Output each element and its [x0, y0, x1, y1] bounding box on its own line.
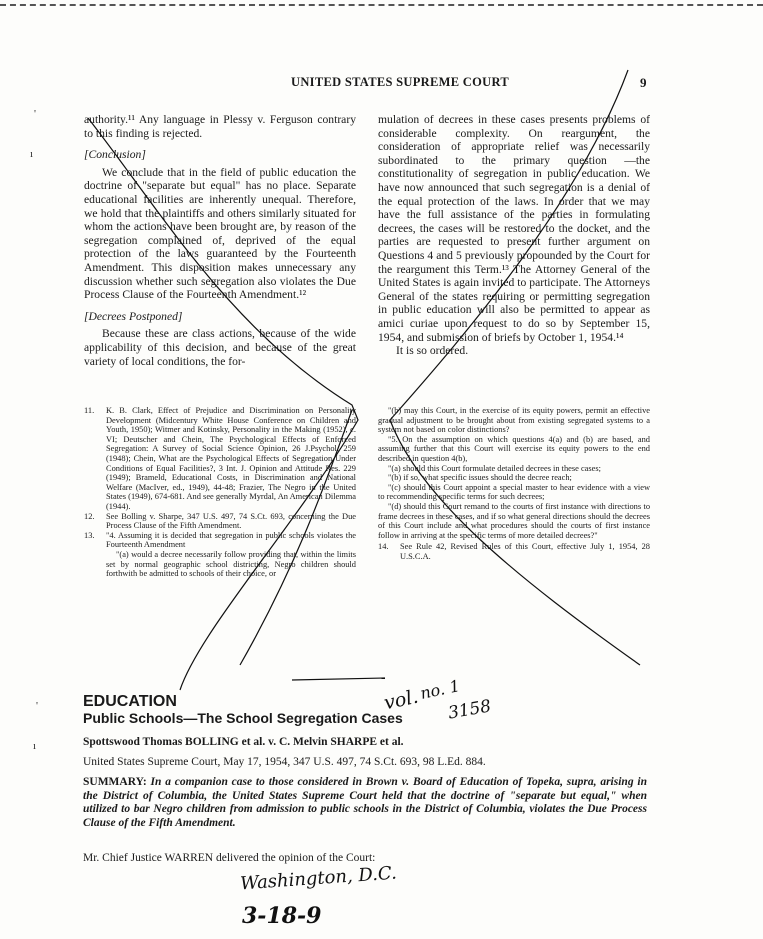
- handwritten-no: no. 1: [418, 676, 462, 703]
- footnotes-left: [84, 406, 356, 579]
- left-column: [84, 113, 356, 368]
- heading-conclusion: [Conclusion]: [84, 148, 146, 162]
- margin-mark: ı: [30, 148, 34, 160]
- footnote-number: 12.: [84, 511, 95, 521]
- education-subheading: Public Schools—The School Segregation Cases: [83, 710, 403, 726]
- footnote-13-lead: "4. Assuming it is decided that segregation in public schools violates the Fourteenth Amendment: [106, 530, 356, 550]
- opinion-delivered-line: Mr. Chief Justice WARREN delivered the opinion of the Court:: [83, 852, 376, 864]
- right-paragraph-2: It is so ordered.: [396, 344, 469, 358]
- case-parties: Spottswood Thomas BOLLING et al. v. C. Melvin SHARPE et al.: [83, 736, 404, 748]
- education-heading: EDUCATION: [83, 693, 177, 710]
- footnote-13-5c: "(c) should this Court appoint a special master to hear evidence with a view to recommending specific terms for such decrees;: [378, 482, 650, 502]
- case-citation: United States Supreme Court, May 17, 1954, 347 U.S. 497, 74 S.Ct. 693, 98 L.Ed. 884.: [83, 756, 486, 768]
- margin-mark: ': [34, 108, 36, 120]
- summary-label: SUMMARY:: [83, 776, 147, 788]
- footnote-text: K. B. Clark, Effect of Prejudice and Discrimination on Personality Development (Midcentury White House Conference on Children and Youth, 1950); Witmer and Kotinsky, Personality in the Making (1952), c. VI; Deutscher and Chein, The Psychological Effects of Enforced Segregation: A Survey of Social Science Opinion, 26 J.Psychol. 259 (1948); Chein, What are the Psychological Effects of Segregation Under Conditions of Equal Facilities?, 3 Int. J. Opinion and Attitude Res. 229 (1949); Brameld, Educational Costs, in Discrimination and National Welfare (MacIver, ed., 1949), 44-48; Frazier, The Negro in the United States (1949), 674-681. And see generally Myrdal, An American Dilemma (1944).: [106, 406, 356, 511]
- page-number: 9: [640, 75, 647, 90]
- footnote-text: See Rule 42, Revised Rules of this Court, effective July 1, 1954, 28 U.S.C.A.: [400, 542, 650, 561]
- heading-decrees-postponed: [Decrees Postponed]: [84, 309, 183, 323]
- footnote-13: [84, 531, 356, 579]
- margin-mark: ı: [33, 740, 37, 752]
- page-top-border: [0, 4, 763, 6]
- footnote-14: [378, 542, 650, 561]
- underline-stroke: [292, 678, 385, 680]
- handwritten-vol: vol.: [382, 685, 421, 715]
- running-head: UNITED STATES SUPREME COURT: [291, 75, 509, 89]
- footnote-13-a: "(a) would a decree necessarily follow providing that, within the limits set by normal geographic school districting, Negro children should forthwith be admitted to schools of their choice, or: [106, 549, 356, 579]
- footnote-13-5b: "(b) if so, what specific issues should the decree reach;: [388, 473, 572, 483]
- footnotes-right: [378, 406, 650, 562]
- right-column: [378, 113, 650, 358]
- footnote-text: See Bolling v. Sharpe, 347 U.S. 497, 74 S.Ct. 693, concerning the Due Process Clause of the Fifth Amendment.: [106, 511, 356, 531]
- footnote-11: [84, 406, 356, 512]
- footnote-13-5d: "(d) should this Court remand to the courts of first instance with directions to frame decrees in these cases, and if so what general directions should the decrees of this Court include and what procedures should the courts of first instance follow in arriving at the specific terms of more detailed decrees?": [378, 501, 650, 540]
- left-paragraph-2: We conclude that in the field of public education the doctrine of "separate but equal" has no place. Separate educational facilities are inherently unequal. Therefore, we hold that the plaintiffs and others similarly situated for whom the actions have been brought are, by reason of the segregation complained of, deprived of the equal protection of the laws guaranteed by the Fourteenth Amendment. This disposition makes unnecessary any discussion whether such segregation also violates the Due Process Clause of the Fourteenth Amendment.¹²: [84, 165, 356, 302]
- handwritten-pages: 3158: [446, 696, 493, 724]
- footnote-13-5a: "(a) should this Court formulate detailed decrees in these cases;: [388, 463, 601, 473]
- footnote-13-b: "(b) may this Court, in the exercise of its equity powers, permit an effective gradual adjustment to be brought about from existing segregated systems to a system not based on color distinctions?: [378, 406, 650, 435]
- right-paragraph-1: mulation of decrees in these cases presents problems of considerable complexity. On reargument, the consideration of appropriate relief was necessarily subordinated to the primary question —the constitutionality of segregation in public education. We have now announced that such segregation is a denial of the equal protection of the laws. In order that we may have the full assistance of the parties in formulating decrees, the cases will be restored to the docket, and the parties are requested to present further argument on Questions 4 and 5 previously propounded by the Court for the reargument this Term.¹³ The Attorney General of the United States is again invited to participate. The Attorneys General of the states requiring or permitting segregation in public education will also be permitted to appear as amici curiae upon request to do so by September 15, 1954, and submission of briefs by October 1, 1954.¹⁴: [378, 113, 650, 344]
- handwritten-place: Washington, D.C.: [239, 862, 398, 895]
- summary-text: In a companion case to those considered in Brown v. Board of Education of Topeka, supra, arising in the District of Columbia, the United States Supreme Court held that the doctrine of "separate but equal," when utilized to bar Negro children from admission to public schools in the District of Columbia, violates the Due Process Clause of the Fifth Amendment.: [83, 776, 647, 829]
- footnote-number: 14.: [378, 542, 389, 552]
- handwritten-date: 3-18-9: [242, 903, 322, 929]
- footnote-text: [106, 531, 356, 579]
- margin-mark: ': [36, 700, 38, 712]
- footnote-number: 13.: [84, 530, 95, 540]
- footnote-number: 11.: [84, 406, 95, 415]
- footnote-12: [84, 512, 356, 531]
- case-summary: [83, 776, 647, 830]
- footnote-13-q5: "5. On the assumption on which questions 4(a) and (b) are based, and assuming further that this Court will exercise its equity powers to the end described in question 4(b),: [378, 434, 650, 463]
- left-paragraph-3: Because these are class actions, because of the wide applicability of this decision, and because of the great variety of local conditions, the for-: [84, 327, 356, 368]
- left-paragraph-1: authority.¹¹ Any language in Plessy v. Ferguson contrary to this finding is rejected.: [84, 113, 356, 140]
